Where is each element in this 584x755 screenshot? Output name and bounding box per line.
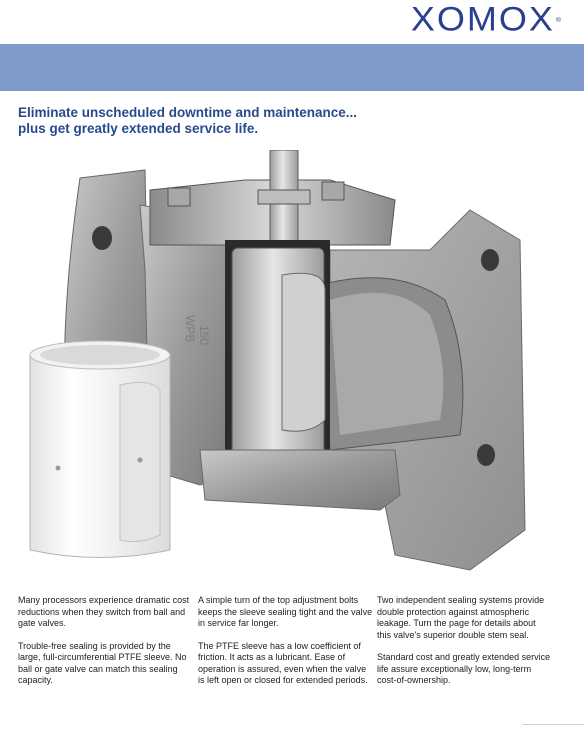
text-column-3 [377, 595, 552, 698]
header-band [0, 44, 584, 91]
casting-mark-1: WPB [183, 315, 197, 343]
headline [18, 105, 578, 137]
right-bolt-hole-top [481, 249, 499, 271]
stem-collar [258, 190, 310, 204]
left-bolt-hole [92, 226, 112, 250]
port-shadow [330, 293, 443, 435]
text-column-1 [18, 595, 193, 698]
paragraph: Two independent sealing systems provide double protection against atmospheric leakage. Turn the page for details about this valve's superior double stem seal. [377, 595, 545, 640]
registered-mark: ® [555, 17, 563, 24]
adjustment-bolt-right [322, 182, 344, 200]
paragraph: Standard cost and greatly extended service life assure exceptionally low, long-term cost-of-ownership. [377, 652, 551, 685]
paragraph: Many processors experience dramatic cost reductions when they switch from ball and gate valves. [18, 595, 190, 628]
right-bolt-hole-bottom [477, 444, 495, 466]
valve-body-bottom [200, 450, 400, 510]
footer-rule [522, 724, 584, 725]
paragraph: A simple turn of the top adjustment bolts keeps the sleeve sealing tight and the valve in service far longer. [198, 595, 373, 628]
plug-port [282, 273, 325, 431]
plug-valve-cutaway-illustration [0, 150, 584, 580]
headline-line-2: plus get greatly extended service life. [18, 121, 259, 136]
paragraph: Trouble-free sealing is provided by the large, full-circumferential PTFE sleeve. No ball or gate valve can match this sealing capacity. [18, 640, 187, 685]
headline-line-1: Eliminate unscheduled downtime and maintenance... [18, 105, 358, 120]
xomox-logo [411, 1, 562, 37]
casting-mark-2: 150 [197, 325, 211, 346]
ptfe-sleeve [30, 341, 170, 558]
paragraph: The PTFE sleeve has a low coefficient of friction. It acts as a lubricant. Ease of operation is assured, even when the valve is left open or closed for extended periods. [198, 640, 368, 685]
text-column-2 [198, 595, 373, 698]
adjustment-bolt-left [168, 188, 190, 206]
logo-text: XOMOX [410, 0, 555, 39]
